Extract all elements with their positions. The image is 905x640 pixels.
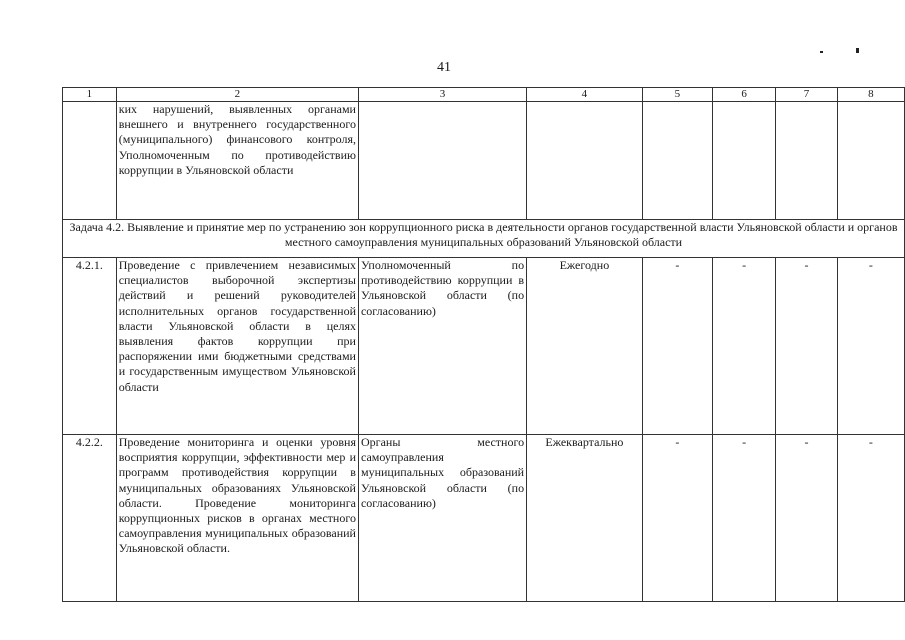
empty-cell (776, 102, 837, 220)
description-cell: ких нарушений, выявленных органами внешнего и внутреннего государственного (муниципального) финансового контроля, Уполномоченным по противодействию коррупции в Ульяновской области (116, 102, 358, 220)
value-cell: - (642, 258, 712, 435)
column-number: 5 (642, 88, 712, 102)
table-row (63, 258, 905, 435)
value-cell: - (712, 258, 775, 435)
column-number: 7 (776, 88, 837, 102)
value-cell: - (776, 435, 837, 602)
column-number-row (63, 88, 905, 102)
item-number: 4.2.1. (63, 258, 117, 435)
page-number: 41 (437, 60, 451, 75)
number-cell (63, 102, 117, 220)
item-number: 4.2.2. (63, 435, 117, 602)
responsible-cell (358, 102, 526, 220)
value-cell: - (712, 435, 775, 602)
description-cell: Проведение мониторинга и оценки уровня восприятия коррупции, эффективности мер и программ противодействия коррупции в муниципальных образованиях Ульяновской области. Проведение мониторинга коррупционных рисков в органах местного самоуправления муниципальных образований Ульяновской области. (116, 435, 358, 602)
column-number: 6 (712, 88, 775, 102)
period-cell: Ежеквартально (527, 435, 643, 602)
column-number: 1 (63, 88, 117, 102)
value-cell: - (837, 258, 904, 435)
scan-speck (856, 48, 859, 53)
task-heading-row (63, 220, 905, 258)
column-number: 4 (527, 88, 643, 102)
period-cell (527, 102, 643, 220)
responsible-cell: Органы местного самоуправления муниципальных образований Ульяновской области (по согласованию) (358, 435, 526, 602)
column-number: 8 (837, 88, 904, 102)
responsible-cell: Уполномоченный по противодействию коррупции в Ульяновской области (по согласованию) (358, 258, 526, 435)
scan-speck (820, 51, 823, 53)
empty-cell (642, 102, 712, 220)
table-row (63, 435, 905, 602)
description-cell: Проведение с привлечением независимых специалистов выборочной экспертизы действий и решений руководителей исполнительных органов государственной власти Ульяновской области в целях выявления фактов коррупции при распоряжении ими бюджетными средствами и государственным имуществом Ульяновской области (116, 258, 358, 435)
value-cell: - (776, 258, 837, 435)
empty-cell (712, 102, 775, 220)
column-number: 3 (358, 88, 526, 102)
table-row (63, 102, 905, 220)
period-cell: Ежегодно (527, 258, 643, 435)
empty-cell (837, 102, 904, 220)
task-title: Задача 4.2. Выявление и принятие мер по устранению зон коррупционного риска в деятельности органов государственной власти Ульяновской области и органов местного самоуправления муниципальных образований Ульяновской области (63, 220, 905, 258)
value-cell: - (837, 435, 904, 602)
column-number: 2 (116, 88, 358, 102)
value-cell: - (642, 435, 712, 602)
plan-table (62, 87, 905, 602)
